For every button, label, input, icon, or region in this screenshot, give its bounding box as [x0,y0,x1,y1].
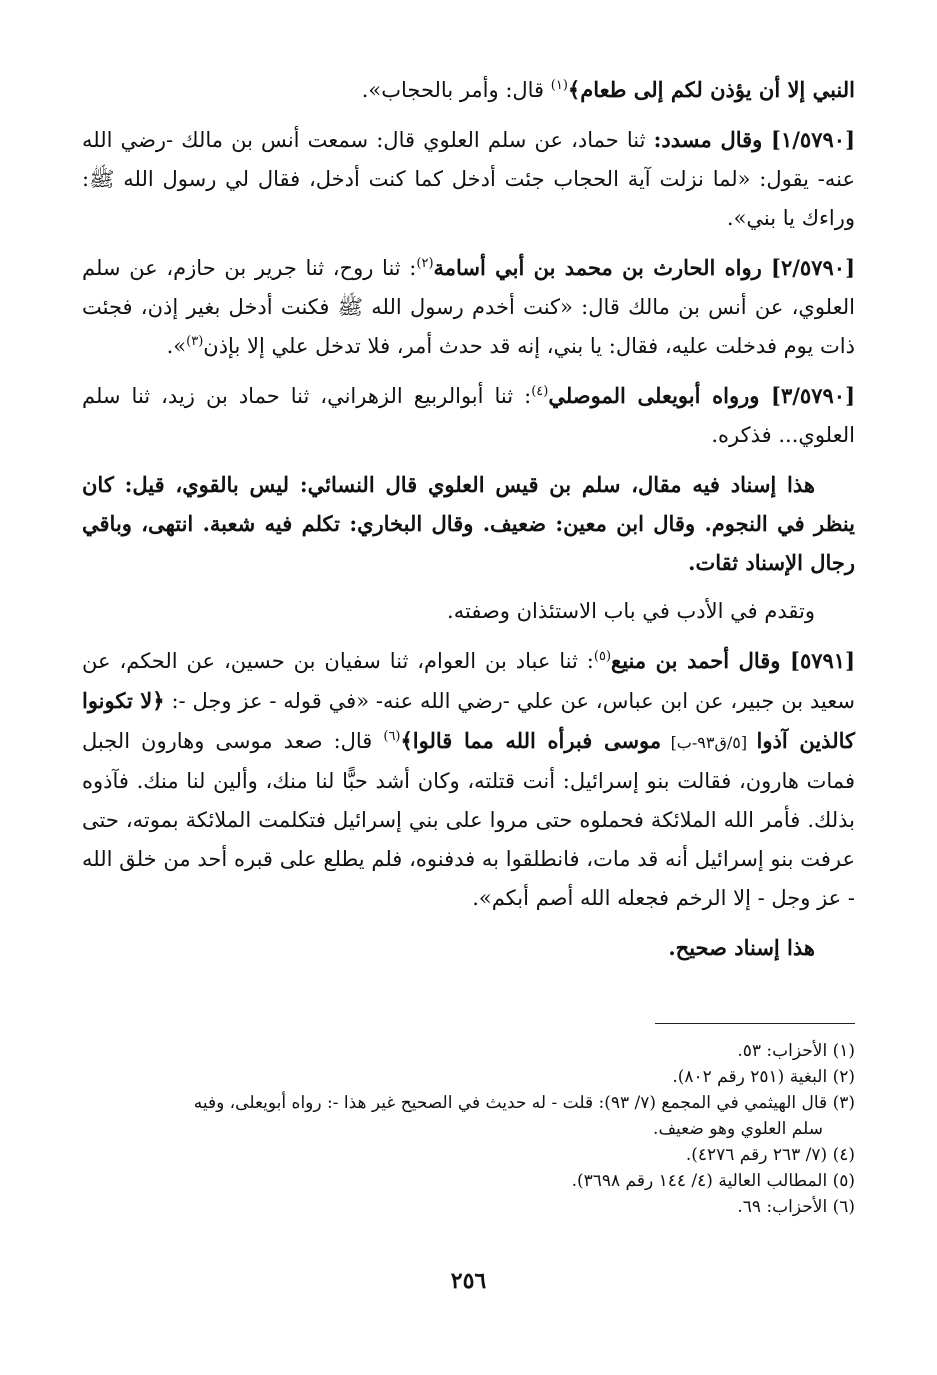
page-number: ٢٥٦ [450,1268,487,1294]
quran-quote: موسى فبرأه الله مما قالوا﴾ [400,728,662,753]
footnote-3-continuation: سلم العلوي وهو ضعيف. [653,1119,823,1139]
manuscript-ref: [٥/ق٩٣-ب] [661,733,757,752]
narrator-heading: رواه الحارث بن محمد بن أبي أسامة [433,255,772,280]
footnote-ref: (١) [550,78,568,93]
hadith-5790-1 [82,120,855,238]
text-span: : ثنا أبوالربيع الزهراني، ثنا حماد بن زيد، ثنا سلم العلوي... فذكره. [82,384,855,447]
paragraph-continuation [82,70,855,110]
footnote-ref: (٥) [593,649,612,664]
footnote-3: (٣) قال الهيثمي في المجمع (٧/ ٩٣): قلت - له حديث في الصحيح غير هذا -: رواه أبويعلى، وفيه [193,1093,855,1113]
narrator-heading: وقال مسدد: [653,127,772,152]
footnote-ref: (٤) [531,384,549,399]
hadith-number: [٢/٥٧٩٠] [771,255,855,280]
hadith-5791 [82,641,855,918]
footnote-ref: (٦) [383,729,401,744]
narrator-heading: وقال أحمد بن منيع [611,648,790,673]
hadith-5790-2 [82,248,855,366]
footnote-ref: (٣) [186,334,204,349]
hadith-number: [٥٧٩١] [790,648,855,673]
footnotes [82,1038,855,1220]
footnote-6: (٦) الأحزاب: ٦٩. [737,1197,855,1217]
footnote-1: (١) الأحزاب: ٥٣. [737,1041,855,1061]
hadith-5790-3 [82,376,855,455]
footnote-divider [655,1023,855,1024]
text-span: ». [166,334,187,358]
footnote-ref: (٢) [416,256,434,271]
isnad-commentary: هذا إسناد فيه مقال، سلم بن قيس العلوي قال النسائي: ليس بالقوي، قيل: كان ينظر في النجوم. وقال ابن معين: ضعيف. وقال البخاري: تكلم فيه شعبة. انتهى، وباقي رجال الإسناد ثقات. [82,472,855,575]
text-span: : ثنا عباد بن العوام، ثنا سفيان بن حسين، عن الحكم، عن سعيد بن جبير، عن ابن عباس، عن علي -رضي الله عنه- «في قوله - عز وجل -: [82,649,855,713]
footnote-2: (٢) البغية (٢٥١ رقم ٨٠٢). [672,1067,855,1087]
text-span: : ثنا روح، ثنا جرير بن حازم، عن سلم العلوي، عن أنس بن مالك قال: «كنت أخدم رسول الله ﷺ فكنت أدخل بغير إذن، فجئت ذات يوم فدخلت عليه، فقال: يا بني، إنه قد حدث أمر، فلا تدخل علي إلا بإذن [82,256,855,358]
narrator-heading: ورواه أبويعلى الموصلي [548,383,772,408]
text-span: قال: وأمر بالحجاب». [361,78,551,102]
text-span: قال: صعد موسى وهارون الجبل فمات هارون، فقالت بنو إسرائيل: أنت قتلته، وكان أشد حبًّا لنا منك، وألين لنا منك. فآذوه بذلك. فأمر الله الملائكة فحملوه حتى مروا على بني إسرائيل فتكلمت الملائكة بموته، حتى عرفت بنو إسرائيل أنه قد مات، فانطلقوا به فدفنوه، فلم يطلع على قبره أحد من خلق الله - عز وجل - إلا الرخم فجعله الله أصم أبكم». [82,729,855,910]
text-span: ثنا حماد، عن سلم العلوي قال: سمعت أنس بن مالك -رضي الله عنه- يقول: «لما نزلت آية الحجاب جئت أدخل كما كنت أدخل، فقال لي رسول الله ﷺ: وراءك يا بني». [82,128,855,230]
main-text [82,70,855,977]
cross-reference: وتقدم في الأدب في باب الاستئذان وصفته. [447,599,815,623]
quran-quote: ﴿لا تكونوا كالذين آذوا [82,688,856,753]
hadith-number: [١/٥٧٩٠] [771,127,855,152]
footnote-4: (٤) (٧/ ٢٦٣ رقم ٤٢٧٦). [685,1145,855,1165]
isnad-grade: هذا إسناد صحيح. [668,935,815,960]
quran-quote: النبي إلا أن يؤذن لكم إلى طعام﴾ [567,77,855,102]
footnote-5: (٥) المطالب العالية (٤/ ١٤٤ رقم ٣٦٩٨). [571,1171,855,1191]
hadith-number: [٣/٥٧٩٠] [771,383,855,408]
